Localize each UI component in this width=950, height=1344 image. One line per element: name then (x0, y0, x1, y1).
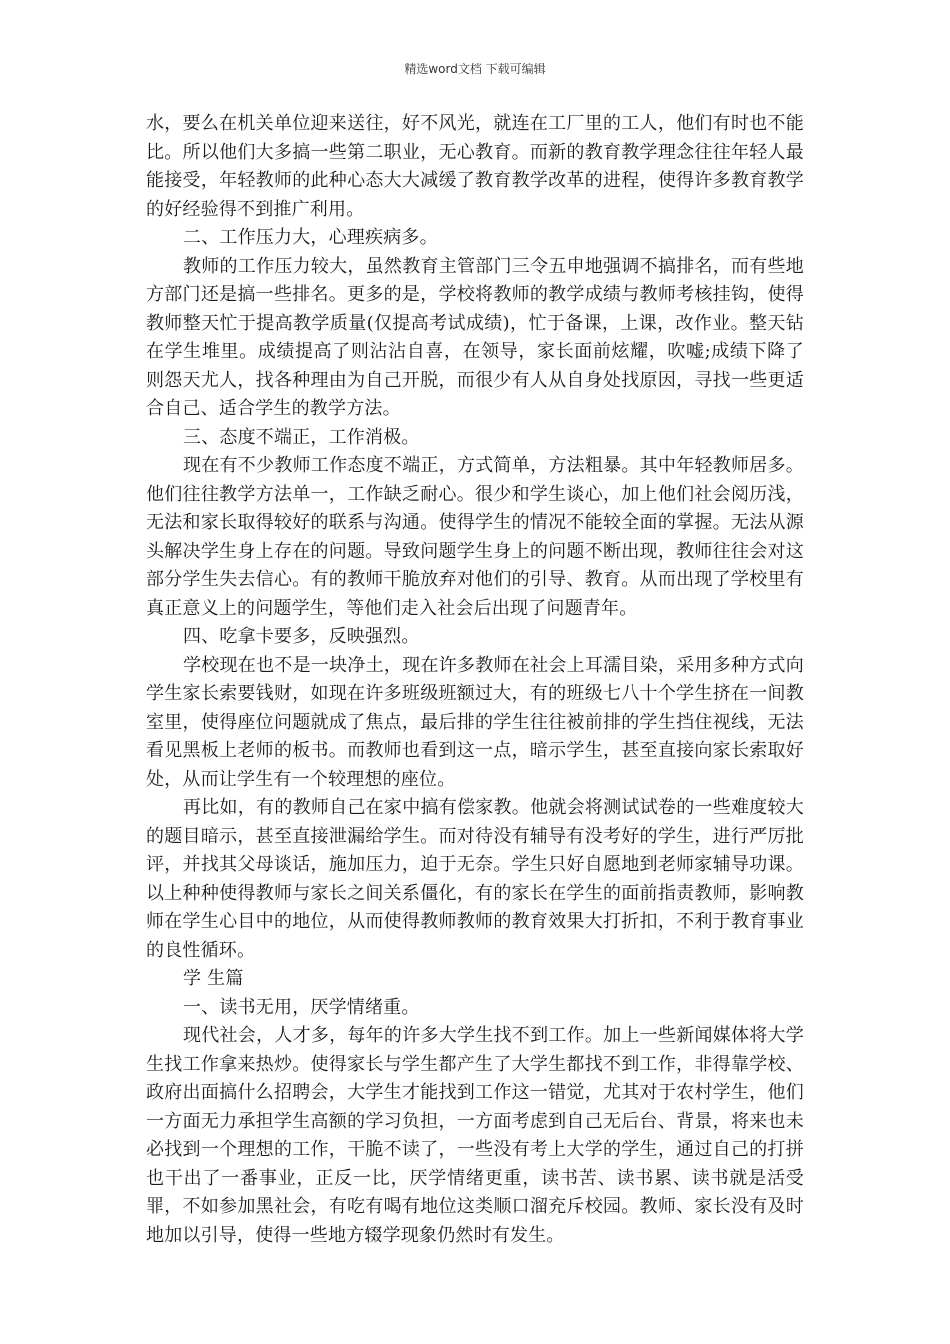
section-heading: 三、态度不端正，工作消极。 (183, 426, 420, 448)
document-body (146, 110, 804, 1250)
section-heading: 一、读书无用，厌学情绪重。 (183, 996, 420, 1018)
paragraph: 现代社会，人才多，每年的许多大学生找不到工作。加上一些新闻媒体将大学生找工作拿来热炒。使得家长与学生都产生了大学生都找不到工作，非得靠学校、政府出面搞什么招聘会，大学生才能找到工作这一错觉，尤其对于农村学生，他们一方面无力承担学生高额的学习负担，一方面考虑到自己无后台、背景，将来也未必找到一个理想的工作，干脆不读了，一些没有考上大学的学生，通过自己的打拼也干出了一番事业，正反一比，厌学情绪更重，读书苦、读书累、读书就是活受罪，不如参加黑社会，有吃有喝有地位这类顺口溜充斥校园。教师、家长没有及时地加以引导，使得一些地方辍学现象仍然时有发生。 (146, 1025, 804, 1246)
section-heading: 二、工作压力大，心理疾病多。 (183, 227, 438, 248)
page-header: 精选word文档 下载可编辑 (404, 62, 546, 76)
paragraph: 现在有不少教师工作态度不端正，方式简单，方法粗暴。其中年轻教师居多。他们往往教学方法单一，工作缺乏耐心。很少和学生谈心，加上他们社会阅历浅，无法和家长取得较好的联系与沟通。使得学生的情况不能较全面的掌握。无法从源头解决学生身上存在的问题。导致问题学生身上的问题不断出现，教师往往会对这部分学生失去信心。有的教师干脆放弃对他们的引导、教育。从而出现了学校里有真正意义上的问题学生，等他们走入社会后出现了问题青年。 (146, 455, 804, 619)
paragraph: 水，要么在机关单位迎来送往，好不风光，就连在工厂里的工人，他们有时也不能比。所以他们大多搞一些第二职业，无心教育。而新的教育教学理念往往年轻人最能接受，年轻教师的此种心态大大减缓了教育教学改革的进程，使得许多教育教学的好经验得不到推广利用。 (146, 113, 804, 220)
paragraph: 学校现在也不是一块净土，现在许多教师在社会上耳濡目染，采用多种方式向学生家长索要钱财，如现在许多班级班额过大，有的班级七八十个学生挤在一间教室里，使得座位问题就成了焦点，最后排的学生往往被前排的学生挡住视线，无法看见黑板上老师的板书。而教师也看到这一点，暗示学生，甚至直接向家长索取好处，从而让学生有一个较理想的座位。 (146, 654, 804, 790)
chapter-heading: 学 生篇 (183, 968, 244, 989)
paragraph: 教师的工作压力较大，虽然教育主管部门三令五申地强调不搞排名，而有些地方部门还是搞一些排名。更多的是，学校将教师的教学成绩与教师考核挂钩，使得教师整天忙于提高教学质量(仅提高考试成绩)，忙于备课，上课，改作业。整天钻在学生堆里。成绩提高了则沾沾自喜，在领导，家长面前炫耀，吹嘘;成绩下降了则怨天尤人，找各种理由为自己开脱，而很少有人从自身处找原因，寻找一些更适合自己、适合学生的教学方法。 (146, 255, 804, 419)
section-heading: 四、吃拿卡要多，反映强烈。 (183, 626, 420, 647)
paragraph: 再比如，有的教师自己在家中搞有偿家教。他就会将测试试卷的一些难度较大的题目暗示，甚至直接泄漏给学生。而对待没有辅导有没考好的学生，进行严厉批评，并找其父母谈话，施加压力，迫于无奈。学生只好自愿地到老师家辅导功课。以上种种使得教师与家长之间关系僵化，有的家长在学生的面前指责教师，影响教师在学生心目中的地位，从而使得教师教师的教育效果大打折扣，不利于教育事业的良性循环。 (146, 797, 804, 961)
